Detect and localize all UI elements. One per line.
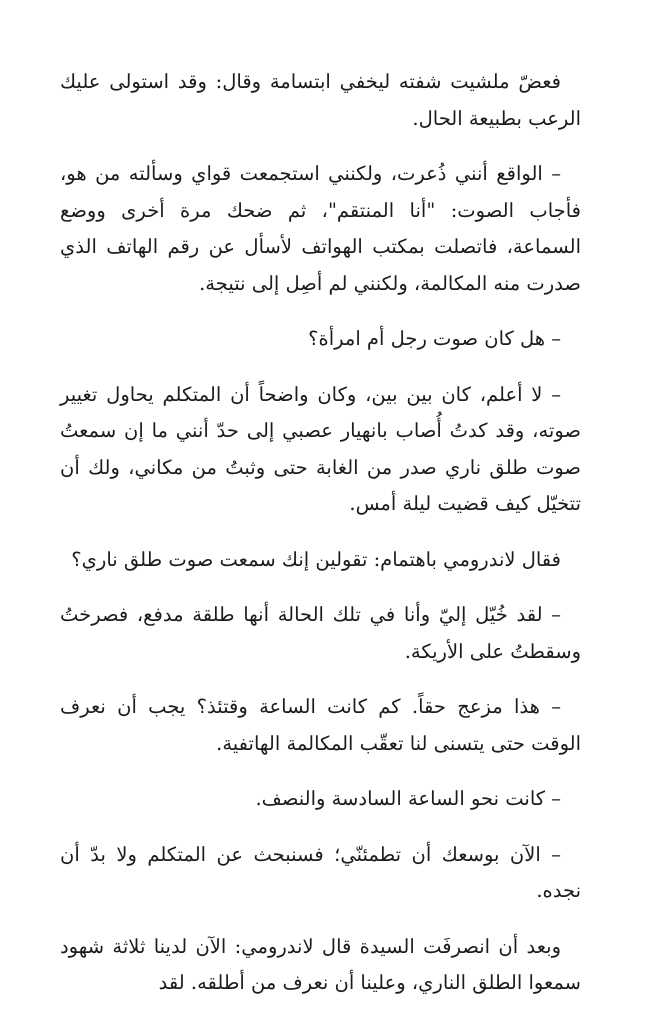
paragraph-1: فعضّ ملشيت شفته ليخفي ابتسامة وقال: وقد استولى عليك الرعب بطبيعة الحال. xyxy=(60,70,581,130)
paragraph-4: – لا أعلم، كان بين بين، وكان واضحاً أن المتكلم يحاول تغيير صوته، وقد كدتُ أُصاب بانهيار عصبي إلى حدّ أنني ما إن سمعتُ صوت طلق ناري صدر من الغابة حتى وثبتُ من مكاني، ولك أن تتخيّل كيف قضيت ليلة أمس. xyxy=(60,382,581,515)
book-page xyxy=(60,64,581,1021)
paragraph-10: وبعد أن انصرفَت السيدة قال لاندرومي: الآن لدينا ثلاثة شهود سمعوا الطلق الناري، وعلينا أن نعرف من أطلقه. لقد xyxy=(60,934,581,994)
paragraph-6: – لقد خُيّل إليّ وأنا في تلك الحالة أنها طلقة مدفع، فصرختُ وسقطتُ على الأريكة. xyxy=(60,603,581,663)
paragraph-5: فقال لاندرومي باهتمام: تقولين إنك سمعت صوت طلق ناري؟ xyxy=(71,547,561,571)
paragraph-8: – كانت نحو الساعة السادسة والنصف. xyxy=(255,787,561,810)
paragraph-3: – هل كان صوت رجل أم امرأة؟ xyxy=(308,327,561,350)
paragraph-7: – هذا مزعج حقاً. كم كانت الساعة وقتئذ؟ يجب أن نعرف الوقت حتى يتسنى لنا تعقّب المكالمة الهاتفية. xyxy=(60,695,581,755)
paragraph-2: – الواقع أنني ذُعرت، ولكنني استجمعت قواي وسألته من هو، فأجاب الصوت: "أنا المنتقم"، ثم ضحك مرة أخرى ووضع السماعة، فاتصلت بمكتب الهواتف لأسأل عن رقم الهاتف الذي صدرت منه المكالمة، ولكنني لم أصِل إلى نتيجة. xyxy=(60,162,581,295)
paragraph-9: – الآن بوسعك أن تطمئنّي؛ فسنبحث عن المتكلم ولا بدّ أن نجده. xyxy=(60,842,581,902)
